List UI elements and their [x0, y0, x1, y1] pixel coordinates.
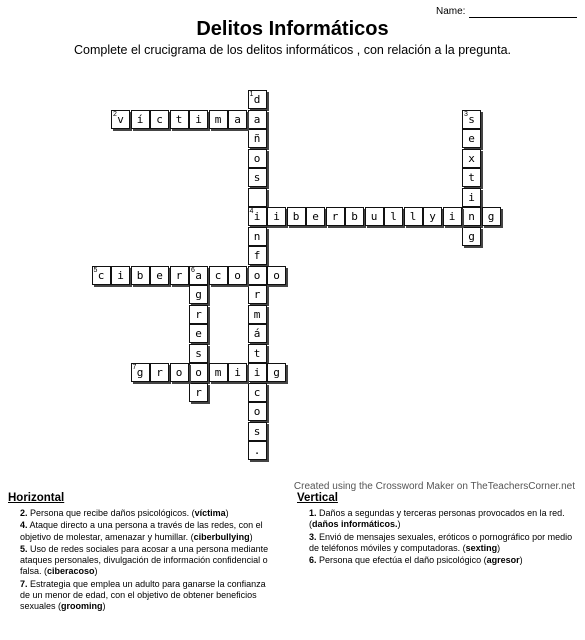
cell-letter: s [195, 346, 202, 360]
cell-letter: o [273, 268, 280, 282]
clue-number: 2. [20, 508, 28, 518]
cell-letter: o [253, 268, 261, 282]
crossword-cell[interactable] [423, 207, 442, 226]
crossword-cell[interactable] [404, 207, 423, 226]
vertical-clues [309, 508, 577, 567]
cell-letter: g [195, 288, 202, 301]
crossword-cell[interactable] [111, 266, 130, 285]
cell-letter: a [253, 112, 261, 126]
crossword-cell[interactable] [462, 188, 481, 207]
crossword-cell[interactable] [189, 383, 208, 402]
crossword-cell[interactable] [306, 207, 325, 226]
clue-text: Persona que recibe daños psicológicos. ( [27, 508, 195, 518]
crossword-cell[interactable] [326, 207, 345, 226]
cell-letter: f [253, 249, 261, 262]
crossword-cell[interactable] [170, 266, 189, 285]
crossword-cell[interactable] [248, 305, 267, 324]
clue-item [20, 544, 278, 578]
cell-letter: r [195, 307, 202, 321]
cell-letter: n [253, 229, 261, 243]
page-title: Delitos Informáticos [196, 18, 389, 40]
cell-letter: c [214, 268, 222, 282]
cell-letter: r [331, 210, 339, 223]
crossword-cell[interactable] [267, 266, 286, 285]
clue-text: Ataque directo a una persona a través de las redes, con el objetivo de molestar, amenazar y humillar. ( [20, 520, 263, 542]
cell-letter: r [195, 385, 202, 399]
crossword-cell[interactable] [189, 324, 208, 343]
cell-letter: i [253, 366, 261, 379]
clue-item [20, 520, 278, 543]
cell-letter: e [468, 132, 475, 145]
clue-answer: daños informáticos. [312, 519, 398, 530]
cell-letter: m [253, 307, 261, 321]
clue-answer: sexting [465, 542, 498, 553]
clue-text: Uso de redes sociales para acosar a una persona mediante ataques personales, divulgación de información confidencial o falsa. ( [20, 543, 269, 577]
crossword-cell[interactable] [150, 110, 169, 129]
clue-text: Daños a segundas y terceras personas provocados en la red. ( [309, 508, 565, 530]
crossword-cell[interactable] [228, 266, 247, 285]
crossword-cell[interactable] [248, 90, 267, 109]
cell-number: 2 [113, 110, 117, 118]
cell-letter: i [117, 268, 124, 282]
clue-number: 3. [309, 531, 317, 542]
cell-letter: m [214, 112, 222, 126]
cell-number: 5 [93, 266, 98, 274]
cell-letter: e [312, 210, 319, 223]
crossword-cell[interactable] [131, 266, 150, 285]
clue-end: ) [397, 519, 401, 530]
clue-number: 6. [309, 555, 317, 566]
clue-end: ) [102, 601, 106, 612]
cell-letter: b [292, 210, 300, 223]
crossword-cell[interactable] [150, 363, 169, 382]
clue-end: ) [497, 542, 501, 553]
cell-letter: y [429, 210, 436, 223]
crossword-cell[interactable] [189, 266, 208, 285]
cell-letter: l [409, 210, 417, 223]
cell-number: 7 [132, 364, 137, 371]
crossword-cell[interactable] [462, 129, 481, 148]
clue-number: 5. [20, 543, 28, 554]
crossword-cell[interactable] [345, 207, 364, 226]
crossword-cell[interactable] [248, 344, 267, 363]
crossword-cell[interactable] [248, 110, 267, 129]
clue-number: 7. [20, 578, 28, 589]
cell-letter: e [156, 268, 163, 282]
crossword-cell[interactable] [228, 363, 247, 382]
cell-letter: o [253, 151, 261, 165]
cell-letter: i [253, 210, 261, 223]
instructions: Complete el crucigrama de los delitos informáticos , con relación a la pregunta. [73, 43, 512, 57]
cell-letter: o [234, 268, 241, 282]
clue-end: ) [519, 555, 523, 566]
cell-number: 3 [464, 110, 468, 118]
crossword-cell[interactable] [111, 110, 130, 129]
cell-letter: o [253, 405, 261, 418]
crossword-cell[interactable] [248, 422, 267, 441]
crossword-cell[interactable] [248, 207, 267, 226]
credit-line: Created using the Crossword Maker on TheTeachersCorner.net [293, 481, 575, 492]
cell-letter: á [253, 327, 261, 340]
cell-letter: r [253, 288, 261, 301]
crossword-cell[interactable] [267, 363, 286, 382]
crossword-cell[interactable] [170, 110, 189, 129]
crossword-cell[interactable] [248, 402, 267, 421]
crossword-cell[interactable] [248, 383, 267, 402]
cell-letter: c [156, 112, 163, 126]
cell-letter: e [195, 327, 202, 340]
crossword-cell[interactable] [462, 227, 481, 246]
crossword-cell[interactable] [248, 149, 267, 168]
cell-letter: a [195, 268, 202, 282]
cell-letter: n [468, 210, 475, 223]
cell-number: 1 [249, 91, 254, 98]
clue-answer: ciberacoso [47, 566, 95, 577]
crossword-cell[interactable] [131, 363, 150, 382]
crossword-cell[interactable] [209, 266, 228, 285]
crossword-cell[interactable] [248, 188, 267, 207]
crossword-cell[interactable] [462, 149, 481, 168]
cell-letter: a [234, 112, 241, 126]
crossword-cell[interactable] [189, 344, 208, 363]
clue-item [309, 555, 577, 566]
clue-text: Envió de mensajes sexuales, eróticos o pornográfico por medio de teléfonos móviles y computadoras. ( [309, 531, 573, 553]
cell-letter: s [468, 112, 475, 126]
cell-letter: c [253, 385, 261, 399]
cell-letter: v [117, 112, 124, 126]
cell-letter: s [253, 424, 261, 438]
cell-letter: c [97, 268, 105, 282]
clue-end: ) [94, 566, 98, 577]
clue-end: ) [225, 508, 229, 518]
clue-item [309, 508, 577, 531]
cell-letter: r [175, 268, 183, 282]
clue-answer: ciberbullying [193, 531, 250, 542]
cell-letter: i [273, 210, 280, 223]
cell-letter: b [136, 268, 144, 282]
clue-text: Estrategia que emplea un adulto para ganarse la confianza de un menor de edad, con el objetivo de obtener beneficios sexuales ( [20, 578, 266, 612]
crossword-cell[interactable] [209, 363, 228, 382]
cell-letter: ñ [253, 132, 261, 145]
cell-letter: t [468, 171, 475, 184]
clue-number: 1. [309, 508, 317, 518]
crossword-cell[interactable] [209, 110, 228, 129]
clue-number: 4. [20, 520, 28, 531]
crossword-cell[interactable] [384, 207, 403, 226]
cell-letter: r [156, 366, 163, 379]
cell-number: 6 [191, 266, 195, 274]
cell-letter: g [487, 210, 495, 223]
crossword-cell[interactable] [150, 266, 169, 285]
crossword-cell[interactable] [462, 207, 481, 226]
crossword-cell[interactable] [462, 110, 481, 129]
clue-answer: agresor [486, 555, 520, 566]
crossword-cell[interactable] [189, 285, 208, 304]
cell-letter: t [175, 112, 183, 126]
cell-letter: s [253, 171, 261, 184]
crossword-cell[interactable] [248, 324, 267, 343]
horizontal-heading: Horizontal [8, 492, 65, 504]
crossword-cell[interactable] [248, 285, 267, 304]
crossword-cell[interactable] [443, 207, 462, 226]
crossword-cell[interactable] [248, 227, 267, 246]
crossword-cell[interactable] [482, 207, 501, 226]
clue-answer: grooming [61, 601, 103, 612]
clue-answer: víctima [194, 508, 226, 518]
cell-letter: g [468, 229, 475, 243]
cell-letter: i [468, 190, 475, 204]
cell-letter: g [136, 366, 144, 379]
crossword-cell[interactable] [248, 441, 267, 460]
crossword-cell[interactable] [462, 168, 481, 187]
crossword-cell[interactable] [248, 363, 267, 382]
cell-letter: . [253, 444, 261, 457]
cell-letter: t [253, 346, 261, 360]
crossword-cell[interactable] [248, 129, 267, 148]
crossword-cell[interactable] [228, 110, 247, 129]
crossword-cell[interactable] [131, 110, 150, 129]
crossword-cell[interactable] [170, 363, 189, 382]
cell-letter: i [448, 210, 456, 223]
cell-letter: m [214, 366, 222, 379]
cell-letter: o [175, 366, 183, 379]
clue-end: ) [249, 531, 253, 542]
cell-letter: l [390, 210, 397, 223]
crossword-cell[interactable] [189, 305, 208, 324]
cell-letter: u [370, 210, 378, 223]
clue-item [20, 508, 278, 519]
crossword-cell[interactable] [267, 207, 286, 226]
clue-item [20, 579, 278, 613]
cell-number: 4 [249, 208, 254, 215]
crossword-cell[interactable] [365, 207, 384, 226]
horizontal-clues [20, 508, 278, 614]
clue-item [309, 532, 577, 555]
crossword-cell[interactable] [189, 363, 208, 382]
cell-letter: í [136, 112, 144, 126]
cell-letter: i [195, 112, 202, 126]
name-label: Name: [436, 6, 466, 17]
vertical-heading: Vertical [297, 492, 338, 504]
cell-letter: g [273, 366, 280, 379]
crossword-cell[interactable] [248, 266, 267, 285]
cell-letter: b [351, 210, 358, 223]
crossword-cell[interactable] [248, 246, 267, 265]
cell-letter: x [468, 151, 475, 165]
crossword-cell[interactable] [189, 110, 208, 129]
clue-text: Persona que efectúa el daño psicológico ( [316, 555, 487, 566]
crossword-cell[interactable] [287, 207, 306, 226]
cell-letter: d [253, 93, 261, 106]
crossword-cell[interactable] [248, 168, 267, 187]
crossword-cell[interactable] [92, 266, 111, 285]
cell-letter: i [234, 366, 241, 379]
cell-letter: o [195, 366, 202, 379]
